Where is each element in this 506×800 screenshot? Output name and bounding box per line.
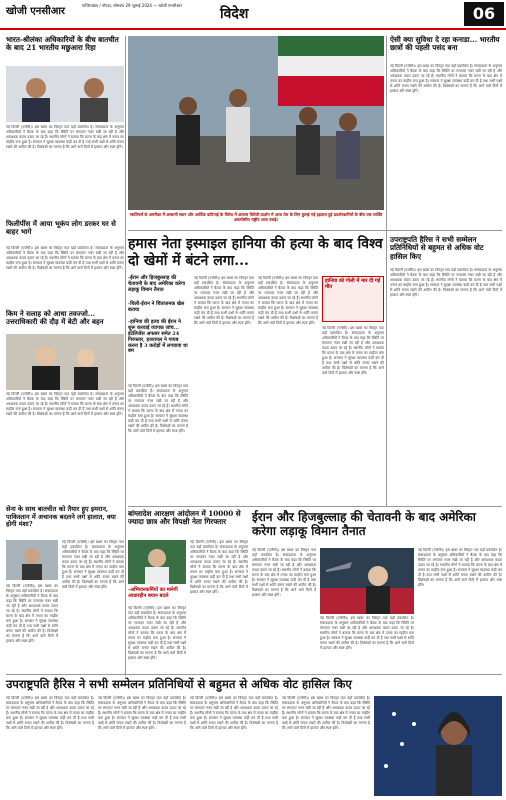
photo-ministers [6, 66, 124, 122]
story-headline-canada: ऐसी क्या सुविधा दे रहा कनाडा... भारतीय छात्रों की पहली पसंद बना [390, 35, 500, 53]
column-rule [125, 36, 126, 676]
story-headline-hamas: हमास नेता इस्माइल हानिया की हत्या के बाद विश्व दो खेमों में बंटने लगा... [128, 236, 383, 269]
bullet-chile: -चिली-ईरान ने चिंताजनक खेल बताया [128, 301, 185, 313]
story-body-canada: नई दिल्ली (एजेंसी)। इस खबर का विस्तृत पाठ यहाँ प्रकाशित है। संवाददाता के अनुसार अधिकारियों ने बैठक के बाद कहा कि स्थिति पर लगातार नजर रखी जा रही है और आवश्यक कदम उठाए जा रहे हैं। स्थानीय लोगों ने बताया कि घटना के बाद क्षेत्र में तनाव का माहौल बना हुआ है। सरकार ने सुरक्षा व्यवस्था कड़ी कर दी है तथा सभी पक्षों से शांति बनाए रखने की अपील की है। विशेषज्ञों का मानना है कि आने वाले दिनों में हालात और स्पष्ट होंगे। [390, 64, 502, 93]
photo-kim [6, 334, 124, 390]
story-body-harris-bottom-col3: नई दिल्ली (एजेंसी)। इस खबर का विस्तृत पाठ यहाँ प्रकाशित है। संवाददाता के अनुसार अधिकारियों ने बैठक के बाद कहा कि स्थिति पर लगातार नजर रखी जा रही है और आवश्यक कदम उठाए जा रहे हैं। स्थानीय लोगों ने बताया कि घटना के बाद क्षेत्र में तनाव का माहौल बना हुआ है। सरकार ने सुरक्षा व्यवस्था कड़ी कर दी है तथा सभी पक्षों से शांति बनाए रखने की अपील की है। विशेषज्ञों का मानना है कि आने वाले दिनों में हालात और स्पष्ट होंगे। [190, 696, 278, 730]
bullet-iran-warning: -ईरान और हिजबुल्लाह की चेतावनी के बाद अमेरिका करेगा लड़ाकू विमान तैनात [128, 275, 186, 293]
sidebar-box-headline: हानिया को गोली में मार दी गई मौत [325, 278, 381, 290]
story-body-bangladesh-col2: नई दिल्ली (एजेंसी)। इस खबर का विस्तृत पाठ यहाँ प्रकाशित है। संवाददाता के अनुसार अधिकारियों ने बैठक के बाद कहा कि स्थिति पर लगातार नजर रखी जा रही है और आवश्यक कदम उठाए जा रहे हैं। स्थानीय लोगों ने बताया कि घटना के बाद क्षेत्र में तनाव का माहौल बना हुआ है। सरकार ने सुरक्षा व्यवस्था कड़ी कर दी है तथा सभी पक्षों से शांति बनाए रखने की अपील की है। विशेषज्ञों का मानना है कि आने वाले दिनों में हालात और स्पष्ट होंगे। [190, 540, 248, 594]
story-body-us-jets-col1: नई दिल्ली (एजेंसी)। इस खबर का विस्तृत पाठ यहाँ प्रकाशित है। संवाददाता के अनुसार अधिकारियों ने बैठक के बाद कहा कि स्थिति पर लगातार नजर रखी जा रही है और आवश्यक कदम उठाए जा रहे हैं। स्थानीय लोगों ने बताया कि घटना के बाद क्षेत्र में तनाव का माहौल बना हुआ है। सरकार ने सुरक्षा व्यवस्था कड़ी कर दी है तथा सभी पक्षों से शांति बनाए रखने की अपील की है। विशेषज्ञों का मानना है कि आने वाले दिनों में हालात और स्पष्ट होंगे। [252, 548, 316, 597]
photo-protest [128, 36, 384, 210]
story-body-fishermen: नई दिल्ली (एजेंसी)। इस खबर का विस्तृत पाठ यहाँ प्रकाशित है। संवाददाता के अनुसार अधिकारियों ने बैठक के बाद कहा कि स्थिति पर लगातार नजर रखी जा रही है और आवश्यक कदम उठाए जा रहे हैं। स्थानीय लोगों ने बताया कि घटना के बाद क्षेत्र में तनाव का माहौल बना हुआ है। सरकार ने सुरक्षा व्यवस्था कड़ी कर दी है तथा सभी पक्षों से शांति बनाए रखने की अपील की है। विशेषज्ञों का मानना है कि आने वाले दिनों में हालात और स्पष्ट होंगे। [6, 125, 124, 149]
story-headline-earthquake: फिलीपींस में आया भूकंप लोग डरकर घर से बाहर भागे [6, 219, 116, 237]
photo-harris [374, 696, 502, 796]
story-body-harris-bottom-col2: नई दिल्ली (एजेंसी)। इस खबर का विस्तृत पाठ यहाँ प्रकाशित है। संवाददाता के अनुसार अधिकारियों ने बैठक के बाद कहा कि स्थिति पर लगातार नजर रखी जा रही है और आवश्यक कदम उठाए जा रहे हैं। स्थानीय लोगों ने बताया कि घटना के बाद क्षेत्र में तनाव का माहौल बना हुआ है। सरकार ने सुरक्षा व्यवस्था कड़ी कर दी है तथा सभी पक्षों से शांति बनाए रखने की अपील की है। विशेषज्ञों का मानना है कि आने वाले दिनों में हालात और स्पष्ट होंगे। [98, 696, 186, 730]
story-body-harris-bottom-col4: नई दिल्ली (एजेंसी)। इस खबर का विस्तृत पाठ यहाँ प्रकाशित है। संवाददाता के अनुसार अधिकारियों ने बैठक के बाद कहा कि स्थिति पर लगातार नजर रखी जा रही है और आवश्यक कदम उठाए जा रहे हैं। स्थानीय लोगों ने बताया कि घटना के बाद क्षेत्र में तनाव का माहौल बना हुआ है। सरकार ने सुरक्षा व्यवस्था कड़ी कर दी है तथा सभी पक्षों से शांति बनाए रखने की अपील की है। विशेषज्ञों का मानना है कि आने वाले दिनों में हालात और स्पष्ट होंगे। [282, 696, 370, 730]
row-rule [6, 674, 502, 675]
story-headline-bangladesh: बांग्लादेश आरक्षण आंदोलन में 10000 से ज्यादा छात्र और विपक्षी नेता गिरफ्तार [128, 509, 241, 527]
photo-imran [6, 540, 58, 580]
issue-meta: गाजियाबाद / नोएडा, सोमवार 29 जुलाई 2024 — खोजी एनसीआर [82, 3, 182, 8]
bullet-activists: -अभियानकर्मियों का मानेगी आधारहीन बयान बदले [128, 587, 178, 599]
newspaper-brand: खोजी एनसीआर [6, 6, 66, 17]
photo-hezbollah [320, 548, 414, 614]
story-body-kim: नई दिल्ली (एजेंसी)। इस खबर का विस्तृत पाठ यहाँ प्रकाशित है। संवाददाता के अनुसार अधिकारियों ने बैठक के बाद कहा कि स्थिति पर लगातार नजर रखी जा रही है और आवश्यक कदम उठाए जा रहे हैं। स्थानीय लोगों ने बताया कि घटना के बाद क्षेत्र में तनाव का माहौल बना हुआ है। सरकार ने सुरक्षा व्यवस्था कड़ी कर दी है तथा सभी पक्षों से शांति बनाए रखने की अपील की है। विशेषज्ञों का मानना है कि आने वाले दिनों में हालात और स्पष्ट होंगे। [6, 392, 124, 416]
sidebar-box [322, 276, 384, 322]
story-headline-harris: उपराष्ट्रपति हैरिस ने सभी सम्मेलन प्रतिनिधियों से बहुमत से अधिक वोट हासिल किए [390, 235, 484, 261]
story-body-imran-col2: नई दिल्ली (एजेंसी)। इस खबर का विस्तृत पाठ यहाँ प्रकाशित है। संवाददाता के अनुसार अधिकारियों ने बैठक के बाद कहा कि स्थिति पर लगातार नजर रखी जा रही है और आवश्यक कदम उठाए जा रहे हैं। स्थानीय लोगों ने बताया कि घटना के बाद क्षेत्र में तनाव का माहौल बना हुआ है। सरकार ने सुरक्षा व्यवस्था कड़ी कर दी है तथा सभी पक्षों से शांति बनाए रखने की अपील की है। विशेषज्ञों का मानना है कि आने वाले दिनों में हालात और स्पष्ट होंगे। [62, 540, 124, 589]
row-rule [128, 506, 502, 507]
story-body-hamas-col1: नई दिल्ली (एजेंसी)। इस खबर का विस्तृत पाठ यहाँ प्रकाशित है। संवाददाता के अनुसार अधिकारियों ने बैठक के बाद कहा कि स्थिति पर लगातार नजर रखी जा रही है और आवश्यक कदम उठाए जा रहे हैं। स्थानीय लोगों ने बताया कि घटना के बाद क्षेत्र में तनाव का माहौल बना हुआ है। सरकार ने सुरक्षा व्यवस्था कड़ी कर दी है तथा सभी पक्षों से शांति बनाए रखने की अपील की है। विशेषज्ञों का मानना है कि आने वाले दिनों में हालात और स्पष्ट होंगे। [128, 384, 188, 433]
section-title: विदेश [220, 6, 249, 22]
story-body-us-jets-col2: नई दिल्ली (एजेंसी)। इस खबर का विस्तृत पाठ यहाँ प्रकाशित है। संवाददाता के अनुसार अधिकारियों ने बैठक के बाद कहा कि स्थिति पर लगातार नजर रखी जा रही है और आवश्यक कदम उठाए जा रहे हैं। स्थानीय लोगों ने बताया कि घटना के बाद क्षेत्र में तनाव का माहौल बना हुआ है। सरकार ने सुरक्षा व्यवस्था कड़ी कर दी है तथा सभी पक्षों से शांति बनाए रखने की अपील की है। विशेषज्ञों का मानना है कि आने वाले दिनों में हालात और स्पष्ट होंगे। [320, 616, 414, 650]
photo-bangladesh [128, 540, 186, 584]
row-rule [128, 230, 502, 231]
bullet-investigation: -हानिया की हत्या की ईरान ने शुरू करवाई व्यापक जांच... इंटेलिजेंस अफसर समेत 24 गिरफ्तार, इजरायल ने गायब करना है 3 करोड़ों में लगवाया था बम [128, 319, 188, 355]
story-body-harris: नई दिल्ली (एजेंसी)। इस खबर का विस्तृत पाठ यहाँ प्रकाशित है। संवाददाता के अनुसार अधिकारियों ने बैठक के बाद कहा कि स्थिति पर लगातार नजर रखी जा रही है और आवश्यक कदम उठाए जा रहे हैं। स्थानीय लोगों ने बताया कि घटना के बाद क्षेत्र में तनाव का माहौल बना हुआ है। सरकार ने सुरक्षा व्यवस्था कड़ी कर दी है तथा सभी पक्षों से शांति बनाए रखने की अपील की है। विशेषज्ञों का मानना है कि आने वाले दिनों में हालात और स्पष्ट होंगे। [390, 268, 502, 297]
story-body-earthquake: नई दिल्ली (एजेंसी)। इस खबर का विस्तृत पाठ यहाँ प्रकाशित है। संवाददाता के अनुसार अधिकारियों ने बैठक के बाद कहा कि स्थिति पर लगातार नजर रखी जा रही है और आवश्यक कदम उठाए जा रहे हैं। स्थानीय लोगों ने बताया कि घटना के बाद क्षेत्र में तनाव का माहौल बना हुआ है। सरकार ने सुरक्षा व्यवस्था कड़ी कर दी है तथा सभी पक्षों से शांति बनाए रखने की अपील की है। विशेषज्ञों का मानना है कि आने वाले दिनों में हालात और स्पष्ट होंगे। [6, 246, 124, 270]
story-body-imran-col1: नई दिल्ली (एजेंसी)। इस खबर का विस्तृत पाठ यहाँ प्रकाशित है। संवाददाता के अनुसार अधिकारियों ने बैठक के बाद कहा कि स्थिति पर लगातार नजर रखी जा रही है और आवश्यक कदम उठाए जा रहे हैं। स्थानीय लोगों ने बताया कि घटना के बाद क्षेत्र में तनाव का माहौल बना हुआ है। सरकार ने सुरक्षा व्यवस्था कड़ी कर दी है तथा सभी पक्षों से शांति बनाए रखने की अपील की है। विशेषज्ञों का मानना है कि आने वाले दिनों में हालात और स्पष्ट होंगे। [6, 584, 58, 643]
column-rule [386, 36, 387, 506]
photo-caption-protest: ग्वालियर्स के अमरीका में अस्थायी स्थान और आर्थिक कठिनाई के विरोध में आवास विरोधी प्रदर्शन में आज तेल के लिए बुलाई गई हड़ताल हुई प्रदर्शनकारियों के बीच एक व्यक्ति अफसोसीय राष्ट्रीय ध्वज पकड़े। [129, 212, 383, 222]
story-body-harris-bottom-col1: नई दिल्ली (एजेंसी)। इस खबर का विस्तृत पाठ यहाँ प्रकाशित है। संवाददाता के अनुसार अधिकारियों ने बैठक के बाद कहा कि स्थिति पर लगातार नजर रखी जा रही है और आवश्यक कदम उठाए जा रहे हैं। स्थानीय लोगों ने बताया कि घटना के बाद क्षेत्र में तनाव का माहौल बना हुआ है। सरकार ने सुरक्षा व्यवस्था कड़ी कर दी है तथा सभी पक्षों से शांति बनाए रखने की अपील की है। विशेषज्ञों का मानना है कि आने वाले दिनों में हालात और स्पष्ट होंगे। [6, 696, 94, 730]
story-headline-kim: किम ने सलाह को आधा तवज्जो... उत्तराधिकारी की दौड़ में बेटी और बहन [6, 309, 104, 327]
story-body-bangladesh-col1: नई दिल्ली (एजेंसी)। इस खबर का विस्तृत पाठ यहाँ प्रकाशित है। संवाददाता के अनुसार अधिकारियों ने बैठक के बाद कहा कि स्थिति पर लगातार नजर रखी जा रही है और आवश्यक कदम उठाए जा रहे हैं। स्थानीय लोगों ने बताया कि घटना के बाद क्षेत्र में तनाव का माहौल बना हुआ है। सरकार ने सुरक्षा व्यवस्था कड़ी कर दी है तथा सभी पक्षों से शांति बनाए रखने की अपील की है। विशेषज्ञों का मानना है कि आने वाले दिनों में हालात और स्पष्ट होंगे। [128, 606, 186, 660]
story-body-hamas-col4: नई दिल्ली (एजेंसी)। इस खबर का विस्तृत पाठ यहाँ प्रकाशित है। संवाददाता के अनुसार अधिकारियों ने बैठक के बाद कहा कि स्थिति पर लगातार नजर रखी जा रही है और आवश्यक कदम उठाए जा रहे हैं। स्थानीय लोगों ने बताया कि घटना के बाद क्षेत्र में तनाव का माहौल बना हुआ है। सरकार ने सुरक्षा व्यवस्था कड़ी कर दी है तथा सभी पक्षों से शांति बनाए रखने की अपील की है। विशेषज्ञों का मानना है कि आने वाले दिनों में हालात और स्पष्ट होंगे। [322, 326, 384, 375]
story-headline-harris-bottom: उपराष्ट्रपति हैरिस ने सभी सम्मेलन प्रतिनिधियों से बहुमत से अधिक वोट हासिल किए [6, 677, 352, 691]
story-headline-fishermen: भारत-श्रीलंका अधिकारियों के बीच बातचीत के बाद 21 भारतीय मछुआरा रिहा [6, 35, 119, 53]
page-number: 06 [464, 2, 504, 26]
masthead [0, 0, 506, 30]
story-headline-imran: सेना के साथ बातचीत को तैयार हुए इमरान, पाकिस्तान में अचानक बदलने लगे हालात, क्या होगी मंशा? [6, 505, 116, 529]
story-body-us-jets-col3: नई दिल्ली (एजेंसी)। इस खबर का विस्तृत पाठ यहाँ प्रकाशित है। संवाददाता के अनुसार अधिकारियों ने बैठक के बाद कहा कि स्थिति पर लगातार नजर रखी जा रही है और आवश्यक कदम उठाए जा रहे हैं। स्थानीय लोगों ने बताया कि घटना के बाद क्षेत्र में तनाव का माहौल बना हुआ है। सरकार ने सुरक्षा व्यवस्था कड़ी कर दी है तथा सभी पक्षों से शांति बनाए रखने की अपील की है। विशेषज्ञों का मानना है कि आने वाले दिनों में हालात और स्पष्ट होंगे। [418, 548, 502, 587]
story-body-hamas-col2: नई दिल्ली (एजेंसी)। इस खबर का विस्तृत पाठ यहाँ प्रकाशित है। संवाददाता के अनुसार अधिकारियों ने बैठक के बाद कहा कि स्थिति पर लगातार नजर रखी जा रही है और आवश्यक कदम उठाए जा रहे हैं। स्थानीय लोगों ने बताया कि घटना के बाद क्षेत्र में तनाव का माहौल बना हुआ है। सरकार ने सुरक्षा व्यवस्था कड़ी कर दी है तथा सभी पक्षों से शांति बनाए रखने की अपील की है। विशेषज्ञों का मानना है कि आने वाले दिनों में हालात और स्पष्ट होंगे। [194, 276, 254, 325]
story-body-hamas-col3: नई दिल्ली (एजेंसी)। इस खबर का विस्तृत पाठ यहाँ प्रकाशित है। संवाददाता के अनुसार अधिकारियों ने बैठक के बाद कहा कि स्थिति पर लगातार नजर रखी जा रही है और आवश्यक कदम उठाए जा रहे हैं। स्थानीय लोगों ने बताया कि घटना के बाद क्षेत्र में तनाव का माहौल बना हुआ है। सरकार ने सुरक्षा व्यवस्था कड़ी कर दी है तथा सभी पक्षों से शांति बनाए रखने की अपील की है। विशेषज्ञों का मानना है कि आने वाले दिनों में हालात और स्पष्ट होंगे। [258, 276, 318, 325]
story-headline-us-jets: ईरान और हिजबुल्लाह की चेतावनी के बाद अमेरिका करेगा लड़ाकू विमान तैनात [252, 510, 476, 539]
